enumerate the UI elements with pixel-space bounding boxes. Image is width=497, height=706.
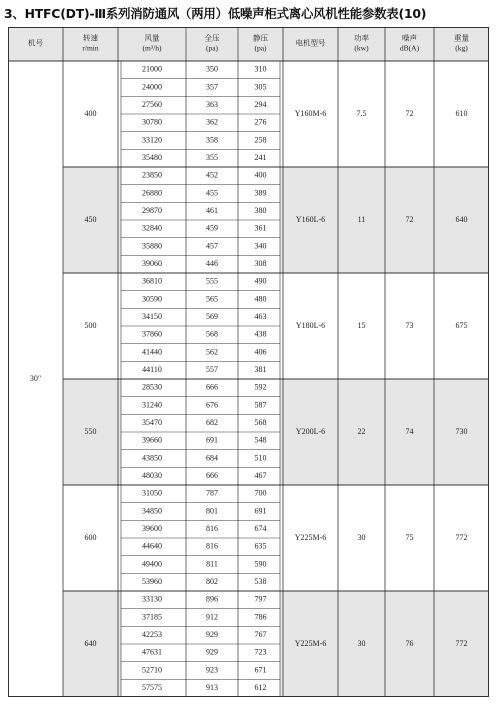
cell-total-pressure: 457 [206,241,218,251]
header-flow-unit: (m³/h) [142,43,162,53]
cell-flow: 34850 [142,506,162,516]
cell-flow: 23850 [142,170,162,180]
group-speed: 500 [84,320,97,330]
cell-static-pressure: 310 [254,64,267,74]
header-weight: 重量 [454,33,469,43]
cell-total-pressure: 666 [206,382,218,392]
group-speed: 550 [84,426,97,436]
group-power: 22 [357,426,366,436]
cell-flow: 43850 [142,453,162,463]
cell-static-pressure: 308 [254,258,267,269]
cell-flow: 37860 [142,329,162,339]
group-weight: 610 [455,108,468,118]
group-noise: 73 [405,320,414,330]
cell-total-pressure: 691 [206,435,218,445]
cell-static-pressure: 548 [254,435,267,445]
cell-flow: 37185 [142,612,162,622]
cell-total-pressure: 358 [206,135,218,145]
cell-flow: 44110 [142,364,162,375]
group-motor: Y160L-6 [295,214,326,224]
group-power: 11 [357,214,366,224]
group-motor: Y200L-6 [295,426,326,436]
header-power: 功率 [354,33,369,43]
cell-static-pressure: 568 [254,417,267,428]
cell-static-pressure: 510 [254,453,267,463]
cell-static-pressure: 276 [254,117,267,127]
cell-total-pressure: 666 [206,470,218,481]
group-weight: 675 [455,320,468,330]
cell-static-pressure: 612 [254,682,267,693]
cell-total-pressure: 357 [206,82,218,92]
cell-total-pressure: 929 [206,629,218,640]
cell-static-pressure: 381 [254,364,267,375]
cell-total-pressure: 929 [206,647,218,657]
header-total-pressure-unit: (pa) [205,43,219,53]
cell-static-pressure: 340 [254,241,267,251]
cell-total-pressure: 557 [206,364,218,375]
cell-total-pressure: 802 [206,576,218,587]
group-speed: 450 [84,214,97,224]
group-motor: Y180L-6 [295,320,326,330]
cell-total-pressure: 811 [206,559,218,569]
header-power-unit: (kw) [354,43,369,53]
model-number: 30" [29,373,42,383]
performance-table [8,27,489,697]
cell-total-pressure: 913 [206,682,218,693]
cell-static-pressure: 380 [254,205,267,216]
cell-flow: 32840 [142,223,162,233]
cell-total-pressure: 363 [206,99,218,110]
cell-flow: 29870 [142,205,162,216]
cell-total-pressure: 461 [206,205,218,216]
cell-flow: 35880 [142,241,162,251]
cell-flow: 35470 [142,417,162,428]
group-motor: Y225M-6 [294,532,327,542]
cell-static-pressure: 767 [254,629,267,640]
cell-static-pressure: 294 [254,99,267,110]
cell-total-pressure: 568 [206,329,218,339]
cell-flow: 52710 [142,665,162,675]
cell-total-pressure: 684 [206,453,218,463]
cell-flow: 28530 [142,382,162,392]
group-weight: 730 [455,426,468,436]
cell-flow: 41440 [142,347,162,357]
cell-flow: 31240 [142,400,162,410]
group-weight: 640 [455,214,468,224]
cell-total-pressure: 555 [206,276,218,286]
group-noise: 75 [405,532,414,542]
cell-static-pressure: 490 [254,276,267,286]
cell-flow: 36810 [142,276,162,286]
group-weight: 772 [455,638,468,648]
header-motor: 电机型号 [295,38,326,48]
cell-total-pressure: 676 [206,400,218,410]
table-grid [8,27,489,697]
cell-total-pressure: 923 [206,665,218,675]
cell-flow: 39660 [142,435,162,445]
cell-static-pressure: 592 [254,382,267,392]
cell-static-pressure: 700 [254,488,267,498]
group-weight: 772 [455,532,468,542]
cell-static-pressure: 674 [254,523,267,534]
cell-static-pressure: 361 [254,223,267,233]
cell-total-pressure: 682 [206,417,218,428]
cell-static-pressure: 590 [254,559,267,569]
cell-static-pressure: 635 [254,541,267,551]
group-motor: Y225M-6 [294,638,327,648]
cell-total-pressure: 446 [206,258,218,269]
cell-static-pressure: 587 [254,400,267,410]
cell-flow: 39600 [142,523,162,534]
cell-flow: 31050 [142,488,162,498]
cell-total-pressure: 452 [206,170,218,180]
cell-static-pressure: 258 [254,135,267,145]
cell-total-pressure: 562 [206,347,218,357]
cell-total-pressure: 787 [206,488,218,498]
group-power: 30 [357,638,366,648]
cell-flow: 47631 [142,647,162,657]
cell-total-pressure: 896 [206,594,218,604]
cell-static-pressure: 400 [254,170,267,180]
header-static-pressure: 静压 [253,33,268,43]
cell-total-pressure: 355 [206,152,218,163]
cell-flow: 33130 [142,594,162,604]
cell-total-pressure: 565 [206,294,218,304]
cell-static-pressure: 480 [254,294,267,304]
cell-total-pressure: 362 [206,117,218,127]
cell-flow: 27560 [142,99,162,110]
header-weight-unit: (kg) [455,43,468,53]
cell-flow: 53960 [142,576,162,587]
cell-total-pressure: 350 [206,64,218,74]
group-motor: Y160M-6 [294,108,327,118]
header-static-pressure-unit: (pa) [254,43,267,53]
cell-flow: 48030 [142,470,162,481]
group-noise: 74 [405,426,414,436]
cell-static-pressure: 406 [254,347,267,357]
cell-total-pressure: 455 [206,188,218,198]
cell-static-pressure: 305 [254,82,267,92]
cell-flow: 39060 [142,258,162,269]
cell-static-pressure: 463 [254,311,267,322]
cell-static-pressure: 241 [254,152,267,163]
page-title: 3、HTFC(DT)-Ⅲ系列消防通风（两用）低噪声柜式离心风机性能参数表(10) [4,6,427,21]
group-speed: 640 [84,638,97,648]
header-noise-unit: dB(A) [399,43,420,53]
cell-flow: 42253 [142,629,162,640]
cell-flow: 33120 [142,135,162,145]
cell-flow: 44640 [142,541,162,551]
cell-static-pressure: 389 [254,188,267,198]
cell-flow: 49400 [142,559,162,569]
group-noise: 72 [405,214,414,224]
cell-static-pressure: 671 [254,665,267,675]
header-noise: 噪声 [402,33,417,43]
cell-flow: 35480 [142,152,162,163]
header-flow: 风量 [144,33,160,43]
group-speed: 600 [84,532,97,542]
cell-total-pressure: 459 [206,223,218,233]
cell-static-pressure: 786 [254,612,267,622]
cell-flow: 34150 [142,311,162,322]
header-total-pressure: 全压 [204,33,220,43]
header-model: 机号 [28,38,43,48]
cell-flow: 21000 [142,64,162,74]
cell-total-pressure: 816 [206,541,218,551]
cell-total-pressure: 569 [206,311,218,322]
group-noise: 72 [405,108,414,118]
group-power: 30 [357,532,366,542]
header-speed-unit: r/min [82,43,99,53]
header-speed: 转速 [83,33,98,43]
cell-flow: 30590 [142,294,162,304]
cell-flow: 26880 [142,188,162,198]
cell-flow: 30780 [142,117,162,127]
cell-flow: 24000 [142,82,162,92]
cell-flow: 57575 [142,682,162,693]
group-speed: 400 [84,108,97,118]
group-noise: 76 [405,638,414,648]
cell-static-pressure: 467 [254,470,267,481]
cell-static-pressure: 438 [254,329,267,339]
cell-total-pressure: 816 [206,523,218,534]
cell-total-pressure: 801 [206,506,218,516]
group-power: 15 [357,320,366,330]
cell-static-pressure: 723 [254,647,267,657]
cell-static-pressure: 538 [254,576,267,587]
group-power: 7.5 [356,108,367,118]
cell-total-pressure: 912 [206,612,218,622]
cell-static-pressure: 691 [254,506,267,516]
cell-static-pressure: 797 [254,594,267,604]
